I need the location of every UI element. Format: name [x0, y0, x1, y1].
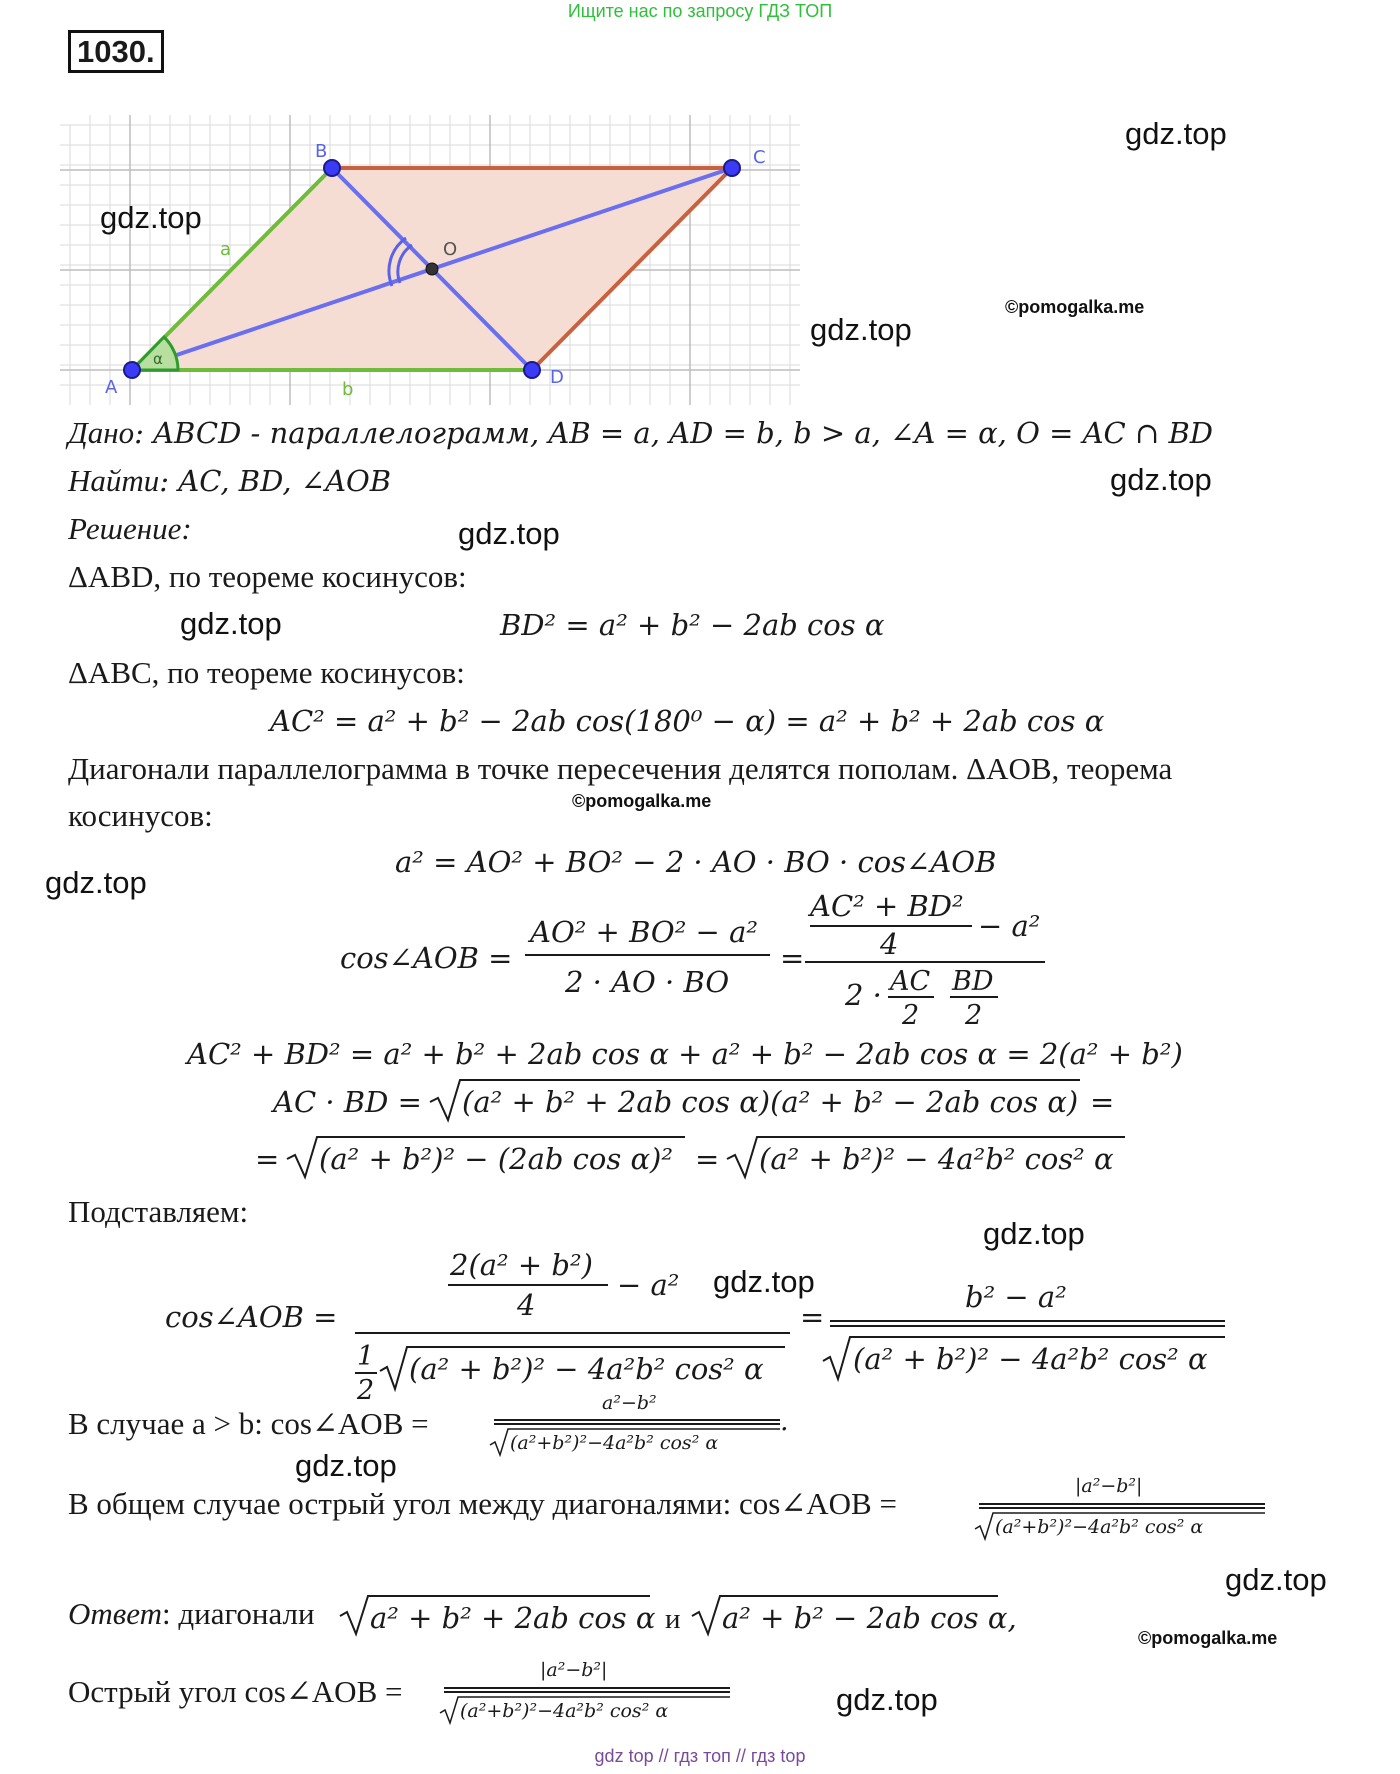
- answer-label: Ответ: [68, 1596, 162, 1631]
- solution-label: Решение:: [68, 511, 192, 546]
- label-a: A: [105, 377, 118, 398]
- case-num: a²−b²: [602, 1392, 657, 1414]
- eq-final-minus-a2: − a²: [617, 1268, 680, 1302]
- watermark-gdz: gdz.top: [100, 200, 202, 235]
- case-period: .: [780, 1406, 789, 1437]
- parallelogram-figure: [60, 115, 820, 405]
- find-label: Найти: [68, 463, 160, 498]
- acute-den: (a²+b²)²−4a²b² cos² α: [460, 1700, 669, 1722]
- watermark-pomogalka: ©pomogalka.me: [1138, 1628, 1278, 1648]
- general-num: |a²−b²|: [1075, 1475, 1143, 1497]
- eq-cos-num1: AO² + BO² − a²: [530, 915, 758, 949]
- eq-prod1-radicand: (a² + b² + 2ab cos α)(a² + b² − 2ab cos α): [462, 1085, 1079, 1119]
- point-c: [724, 160, 740, 176]
- eq-cos-bd: BD: [952, 966, 994, 997]
- eq-final-eq: =: [800, 1300, 825, 1334]
- acute-text: Острый угол cos∠AOB =: [68, 1674, 403, 1709]
- label-alpha: α: [153, 350, 163, 368]
- answer-line: [68, 1594, 315, 1634]
- eq-product-2: [255, 1133, 1155, 1183]
- point-o: [426, 263, 438, 275]
- eq-ac: AC² = a² + b² − 2ab cos(180⁰ − α) = a² + b² + 2ab cos α: [270, 704, 1105, 738]
- find-text: : AC, BD, ∠AOB: [159, 464, 392, 498]
- eq-prod2-mid: =: [695, 1142, 720, 1176]
- watermark-gdz: gdz.top: [713, 1264, 815, 1299]
- answer-text: : диагонали: [161, 1596, 315, 1631]
- problem-number: 1030.: [68, 30, 164, 73]
- label-side-a: a: [220, 239, 232, 260]
- eq-prod2-lead: =: [255, 1142, 280, 1176]
- watermark-gdz: gdz.top: [1225, 1562, 1327, 1597]
- label-o: O: [443, 239, 458, 260]
- substitute-label: Подставляем:: [68, 1194, 249, 1229]
- eq-cos-inner-num: AC² + BD²: [810, 889, 964, 923]
- label-d: D: [550, 367, 564, 388]
- eq-final-cos: [165, 1235, 1245, 1405]
- general-den: (a²+b²)²−4a²b² cos² α: [995, 1516, 1204, 1538]
- watermark-gdz: gdz.top: [1110, 462, 1212, 497]
- eq-cos-aob: [340, 880, 1060, 1030]
- watermark-gdz: gdz.top: [295, 1448, 397, 1483]
- eq-final-lhs: cos∠AOB =: [165, 1300, 338, 1334]
- point-b: [324, 160, 340, 176]
- case-text: В случае a > b: cos∠AOB =: [68, 1406, 429, 1441]
- general-text: В общем случае острый угол между диагоналями: cos∠AOB =: [68, 1486, 897, 1521]
- given-text: : ABCD - параллелограмм, AB = a, AD = b, b > a, ∠A = α, O = AC ∩ BD: [134, 416, 1214, 450]
- given-label: Дано: [68, 415, 135, 450]
- eq-cos-lhs: cos∠AOB =: [340, 941, 513, 975]
- eq-final-num-top: 2(a² + b²): [450, 1248, 593, 1282]
- answer-radicand2: a² + b² − 2ab cos α,: [722, 1601, 1017, 1635]
- watermark-gdz: gdz.top: [45, 865, 147, 900]
- step3-line1: Диагонали параллелограмма в точке пересечения делятся пополам. ΔAOB, теорема: [68, 751, 1173, 786]
- acute-num: |a²−b²|: [540, 1659, 608, 1681]
- eq-cos-four: 4: [880, 927, 899, 961]
- point-d: [524, 362, 540, 378]
- eq-final-four: 4: [517, 1288, 536, 1322]
- eq-final-half-den: 2: [357, 1375, 375, 1406]
- eq-cos-den1: 2 · AO · BO: [565, 965, 730, 999]
- top-banner: Ищите нас по запросу ГДЗ ТОП: [567, 1, 833, 21]
- answer-and: и: [665, 1603, 681, 1635]
- find-line: [68, 461, 391, 501]
- eq-product-1: [270, 1076, 1150, 1126]
- eq-final-half-num: 1: [357, 1341, 375, 1372]
- eq-prod2-radicand1: (a² + b²)² − (2ab cos α)²: [319, 1142, 673, 1176]
- watermark-pomogalka: ©pomogalka.me: [1005, 297, 1145, 317]
- eq-prod2-radicand2: (a² + b²)² − 4a²b² cos² α: [759, 1142, 1114, 1176]
- eq-prod1-lhs: AC · BD =: [273, 1085, 422, 1119]
- step3-line2: косинусов:: [68, 798, 213, 833]
- label-side-b: b: [342, 379, 354, 400]
- eq-cos-ac: AC: [890, 966, 931, 997]
- eq-a2: a² = AO² + BO² − 2 · AO · BO · cos∠AOB: [395, 845, 997, 879]
- acute-fraction: [440, 1652, 740, 1732]
- eq-cos-two-a: 2: [902, 1000, 920, 1031]
- bottom-banner: gdz top // гдз топ // гдз top: [594, 1746, 806, 1766]
- watermark-gdz: gdz.top: [983, 1216, 1085, 1251]
- eq-cos-eq: =: [780, 941, 805, 975]
- watermark-gdz: gdz.top: [180, 606, 282, 641]
- watermark-gdz: gdz.top: [810, 312, 912, 347]
- answer-radicals: [340, 1590, 1020, 1640]
- answer-radicand1: a² + b² + 2ab cos α: [370, 1601, 656, 1635]
- general-fraction: [975, 1468, 1275, 1548]
- case-den: (a²+b²)²−4a²b² cos² α: [510, 1432, 719, 1454]
- watermark-pomogalka: ©pomogalka.me: [572, 791, 712, 811]
- watermark-gdz: gdz.top: [458, 516, 560, 551]
- eq-cos-two-b: 2: [965, 1000, 983, 1031]
- eq-final-radicand-right: (a² + b²)² − 4a²b² cos² α: [853, 1342, 1208, 1376]
- case-fraction: [490, 1385, 790, 1465]
- label-b: B: [315, 141, 328, 162]
- step1-text: ΔABD, по теореме косинусов:: [68, 559, 467, 594]
- eq-cos-minus-a2: − a²: [978, 909, 1041, 943]
- eq-bd: BD² = a² + b² − 2ab cos α: [500, 608, 885, 642]
- eq-final-num-right: b² − a²: [965, 1280, 1067, 1314]
- point-a: [124, 362, 140, 378]
- eq-prod1-tail: =: [1090, 1085, 1115, 1119]
- step2-text: ΔABC, по теореме косинусов:: [68, 655, 465, 690]
- eq-cos-two-dot: 2 ·: [845, 978, 882, 1012]
- eq-final-radicand-left: (a² + b²)² − 4a²b² cos² α: [409, 1352, 764, 1386]
- eq-sum: AC² + BD² = a² + b² + 2ab cos α + a² + b² − 2ab cos α = 2(a² + b²): [187, 1037, 1183, 1071]
- watermark-gdz: gdz.top: [1125, 116, 1227, 151]
- label-c: C: [753, 147, 766, 168]
- watermark-gdz: gdz.top: [836, 1682, 938, 1717]
- given-line: [68, 413, 1213, 453]
